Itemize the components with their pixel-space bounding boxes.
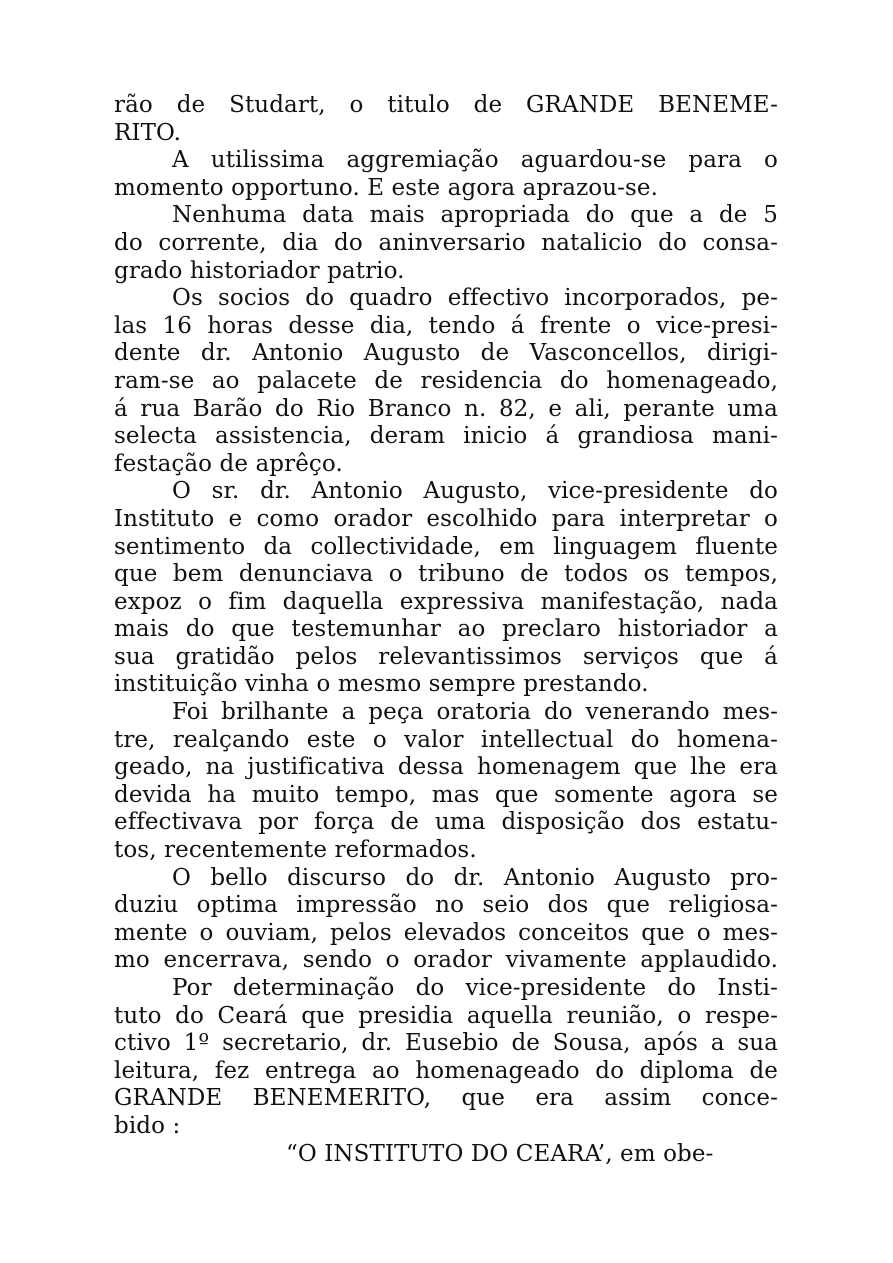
text-line: expoz o fim daquella expressiva manifestação, nada xyxy=(114,588,778,615)
text-line: geado, na justificativa dessa homenagem que lhe era xyxy=(114,754,778,781)
text-line: sentimento da collectividade, em linguagem fluente xyxy=(114,533,778,560)
paragraph-first-line: Os socios do quadro effectivo incorporados, pe- xyxy=(172,285,778,312)
paragraph-first-line: Por determinação do vice-presidente do Insti- xyxy=(172,975,778,1001)
text-line: momento opportuno. E este agora aprazou-se. xyxy=(114,174,659,201)
text-line: tre, realçando este o valor intellectual do homena- xyxy=(114,726,778,753)
text-line: dente dr. Antonio Augusto de Vasconcellos, dirigi- xyxy=(114,340,778,367)
text-line: “O INSTITUTO DO CEARA’, em obe- xyxy=(286,1140,714,1167)
text-line: festação de aprêço. xyxy=(114,450,343,477)
text-line: bido : xyxy=(114,1112,181,1139)
text-line: do corrente, dia do aninversario natalicio do consa- xyxy=(114,229,778,256)
text-line: GRANDE BENEMERITO, que era assim conce- xyxy=(114,1085,778,1112)
text-line: leitura, fez entrega ao homenageado do diploma de xyxy=(114,1057,778,1084)
text-line: mente o ouviam, pelos elevados conceitos que o mes- xyxy=(114,919,778,946)
paragraph-first-line: A utilissima aggremiação aguardou-se para o xyxy=(172,147,778,174)
text-line: duziu optima impressão no seio dos que religiosa- xyxy=(114,892,778,919)
paragraph-first-line: O bello discurso do dr. Antonio Augusto pro- xyxy=(172,864,778,891)
text-line: á rua Barão do Rio Branco n. 82, e ali, perante uma xyxy=(114,395,778,422)
text-line: mais do que testemunhar ao preclaro historiador a xyxy=(114,616,778,643)
text-line: tos, recentemente reformados. xyxy=(114,837,477,864)
text-line: devida ha muito tempo, mas que somente agora se xyxy=(114,781,778,808)
text-line: sua gratidão pelos relevantissimos serviços que á xyxy=(114,643,778,670)
paragraph-first-line: O sr. dr. Antonio Augusto, vice-presidente do xyxy=(172,478,778,505)
paragraph-first-line: Nenhuma data mais apropriada do que a de 5 xyxy=(172,202,778,229)
text-line: que bem denunciava o tribuno de todos os tempos, xyxy=(114,561,778,588)
text-line: tuto do Ceará que presidia aquella reunião, o respe- xyxy=(114,1002,778,1029)
paragraph-first-line: Foi brilhante a peça oratoria do venerando mes- xyxy=(172,699,778,726)
text-line: ram-se ao palacete de residencia do homenageado, xyxy=(114,367,778,394)
text-line: rão de Studart, o titulo de GRANDE BENEME- xyxy=(114,92,778,118)
text-line: effectivava por força de uma disposição dos estatu- xyxy=(114,809,778,836)
text-line: RITO. xyxy=(114,119,182,146)
text-line: mo encerrava, sendo o orador vivamente applaudido. xyxy=(114,947,778,974)
text-body xyxy=(114,92,778,1168)
text-line: selecta assistencia, deram inicio á grandiosa mani- xyxy=(114,423,778,450)
text-line: grado historiador patrio. xyxy=(114,257,405,284)
text-line: las 16 horas desse dia, tendo á frente o vice-presi- xyxy=(114,312,778,339)
text-line: instituição vinha o mesmo sempre prestando. xyxy=(114,671,649,698)
text-line: Instituto e como orador escolhido para interpretar o xyxy=(114,505,778,532)
text-line: ctivo 1º secretario, dr. Eusebio de Sousa, após a sua xyxy=(114,1030,778,1057)
